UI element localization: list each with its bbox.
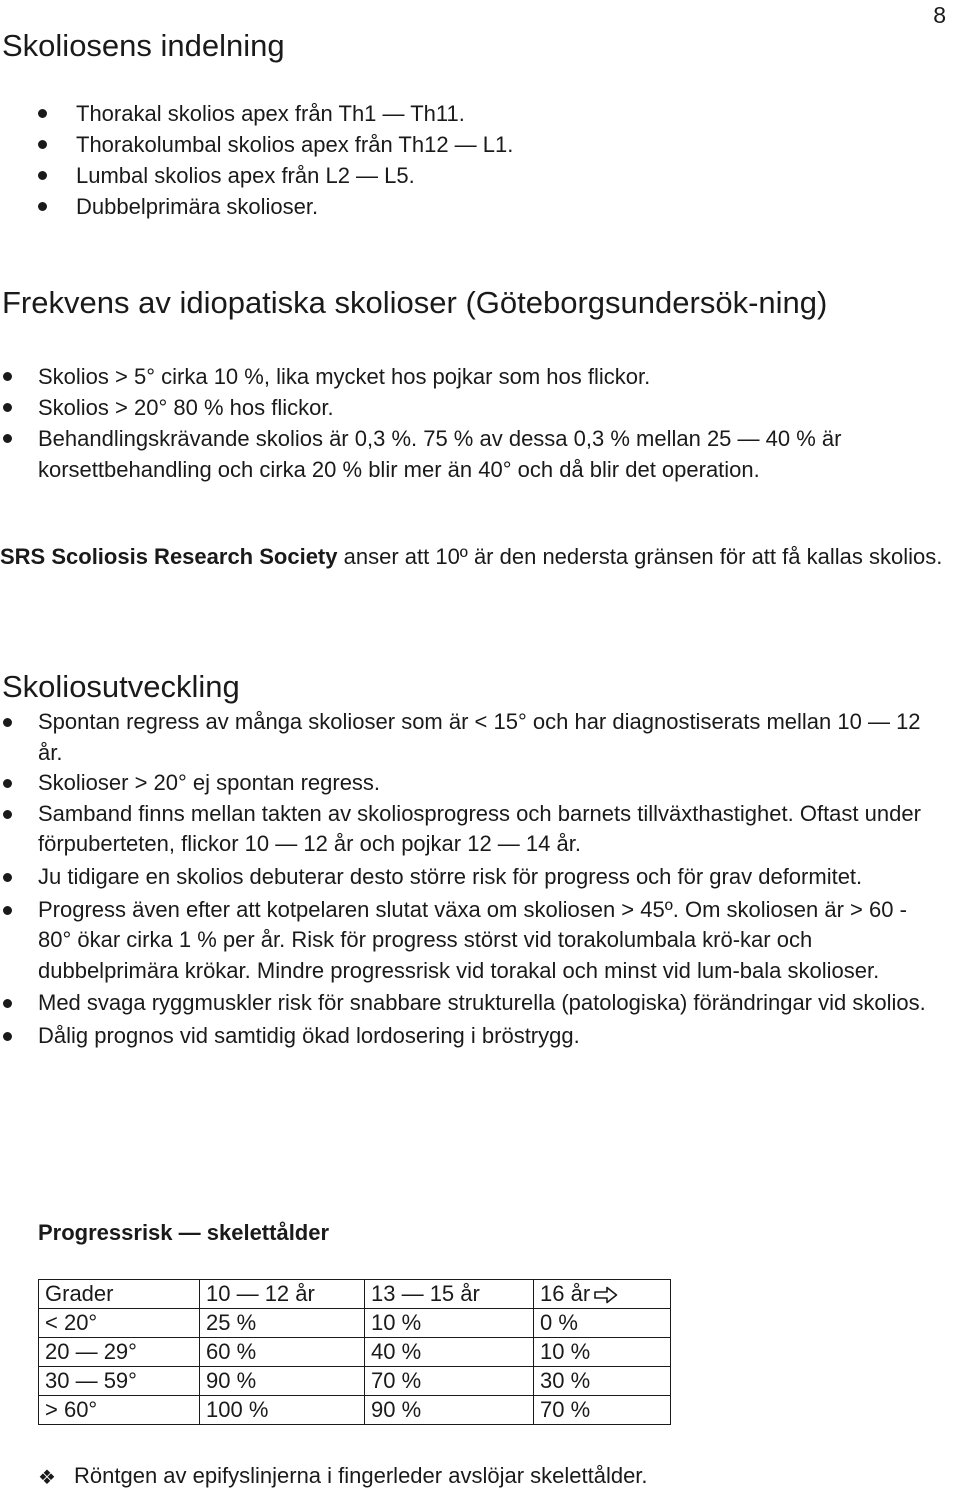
bullet-icon [3,372,12,381]
table-cell: 90 % [200,1367,365,1396]
table-cell: 70 % [365,1367,534,1396]
table-cell: < 20° [39,1309,200,1338]
table-cell: 100 % [200,1396,365,1425]
table-row [39,1338,671,1367]
list-item: Samband finns mellan takten av skoliosprogress och barnets tillväxthastighet. Oftast under förpuberteten, flickor 10 — 12 år och pojkar 12 — 14 år. [0,799,945,860]
table-row [39,1367,671,1396]
list-item: Thorakolumbal skolios apex från Th12 — L1. [0,129,900,160]
bullet-icon [38,109,47,118]
bullet-icon [3,434,12,443]
table-row [39,1396,671,1425]
four-diamond-icon: ❖ [38,1466,56,1489]
table-cell-arrow: 16 år [534,1280,671,1309]
table-cell: 10 % [534,1338,671,1367]
table-cell: 60 % [200,1338,365,1367]
bullet-icon [38,140,47,149]
skoliosutveckling-list [0,707,945,1052]
bullet-icon [3,779,12,788]
list-item: Lumbal skolios apex från L2 — L5. [0,160,900,191]
table-cell: 0 % [534,1309,671,1338]
list-item: Med svaga ryggmuskler risk för snabbare strukturella (patologiska) förändringar vid skolios. [0,988,945,1019]
table-row [39,1280,671,1309]
bullet-icon [38,171,47,180]
bullet-icon [3,999,12,1008]
list-item: Skolioser > 20° ej spontan regress. [0,768,945,799]
list-item: Skolios > 5° cirka 10 %, lika mycket hos pojkar som hos flickor. [0,361,945,392]
table-row [39,1309,671,1338]
table-cell: 13 — 15 år [365,1280,534,1309]
frekvens-list [0,361,945,485]
bullet-icon [3,1032,12,1041]
list-item: Spontan regress av många skolioser som är < 15° och har diagnostiserats mellan 10 — 12 år. [0,707,945,768]
indelning-list [0,98,900,222]
srs-name: SRS Scoliosis Research Society [0,544,338,569]
table-cell: 30 % [534,1367,671,1396]
list-item: Ju tidigare en skolios debuterar desto större risk för progress och för grav deformitet. [0,862,945,893]
list-item: Thorakal skolios apex från Th1 — Th11. [0,98,900,129]
section-title-indelning: Skoliosens indelning [2,28,285,63]
table-cell: 10 % [365,1309,534,1338]
bullet-icon [3,873,12,882]
section-title-frekvens: Frekvens av idiopatiska skolioser (Göteborgsundersök-ning) [2,285,828,320]
list-item: Dubbelprimära skolioser. [0,191,900,222]
table-cell: > 60° [39,1396,200,1425]
section-title-skoliosutveckling: Skoliosutveckling [2,669,240,704]
list-item: Skolios > 20° 80 % hos flickor. [0,392,945,423]
list-item: Dålig prognos vid samtidig ökad lordosering i bröstrygg. [0,1021,945,1052]
page-number: 8 [933,2,946,28]
bullet-icon [3,906,12,915]
table-cell: 70 % [534,1396,671,1425]
bullet-icon [3,403,12,412]
table-cell: 30 — 59° [39,1367,200,1396]
table-cell: 10 — 12 år [200,1280,365,1309]
bullet-icon [38,202,47,211]
footnote: ❖ Röntgen av epifyslinjerna i fingerleder avslöjar skelettålder. [38,1463,648,1489]
bullet-icon [3,718,12,727]
table-cell: 90 % [365,1396,534,1425]
hollow-right-arrow-icon [594,1286,618,1304]
bullet-icon [3,810,12,819]
table-cell: Grader [39,1280,200,1309]
srs-paragraph: SRS Scoliosis Research Society anser att 10º är den nedersta gränsen för att få kallas skolios. [0,544,943,569]
table-cell: 25 % [200,1309,365,1338]
list-item: Behandlingskrävande skolios är 0,3 %. 75 % av dessa 0,3 % mellan 25 — 40 % är korsettbehandling och cirka 20 % blir mer än 40° och då blir det operation. [0,423,945,485]
list-item: Progress även efter att kotpelaren slutat växa om skoliosen > 45º. Om skoliosen är > 60 - 80° ökar cirka 1 % per år. Risk för progress störst vid torakolumbala krö-kar och dubbelprimära krökar. Mindre progressrisk vid torakal och minst vid lum-bala skolioser. [0,895,945,987]
progressrisk-table [38,1279,671,1425]
progressrisk-title: Progressrisk — skelettålder [38,1220,330,1245]
table-cell: 40 % [365,1338,534,1367]
table-cell: 20 — 29° [39,1338,200,1367]
